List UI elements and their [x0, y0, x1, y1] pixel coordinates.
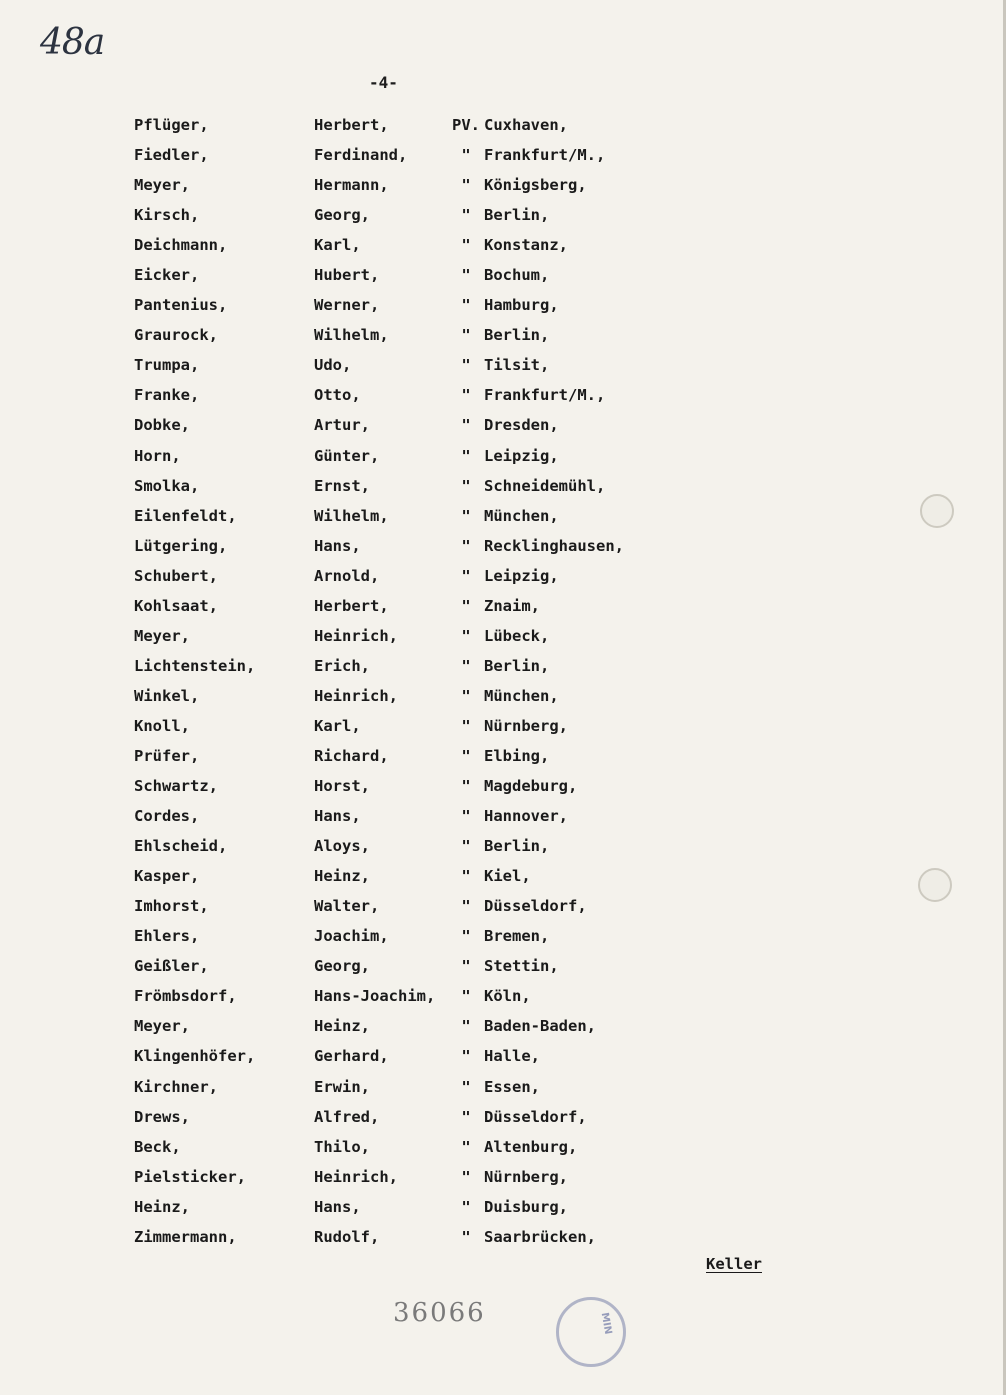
roster-surname: Kirsch,	[134, 206, 200, 225]
signature: Keller	[706, 1255, 762, 1273]
roster-rank-mark: "	[461, 746, 471, 765]
roster-city: Düsseldorf,	[484, 1107, 587, 1126]
roster-rank-mark: "	[461, 807, 471, 826]
roster-surname: Pflüger,	[134, 116, 209, 134]
roster-surname: Ehlscheid,	[134, 837, 228, 856]
roster-city: Düsseldorf,	[484, 897, 587, 916]
roster-given-name: Hermann,	[314, 176, 389, 195]
roster-surname: Eicker,	[134, 266, 200, 285]
roster-surname: Kohlsaat,	[134, 596, 218, 615]
roster-rank-mark: "	[461, 837, 471, 856]
roster-given-name: Walter,	[314, 897, 380, 916]
roster-given-name: Georg,	[314, 206, 370, 225]
roster-rank-mark: "	[461, 356, 471, 375]
roster-given-name: Hans,	[314, 807, 361, 826]
roster-surname: Kirchner,	[134, 1077, 218, 1096]
roster-rank-mark: "	[461, 656, 471, 675]
roster-given-name: Ferdinand,	[314, 146, 408, 165]
roster-rank-mark: "	[461, 686, 471, 705]
page-number: -4-	[369, 73, 398, 92]
roster-given-name: Hubert,	[314, 266, 380, 285]
roster-rank-mark: "	[461, 326, 471, 345]
roster-rank-mark: "	[461, 1227, 471, 1246]
roster-surname: Knoll,	[134, 716, 190, 735]
roster-given-name: Wilhelm,	[314, 326, 389, 345]
roster-rank-mark: "	[461, 266, 471, 285]
roster-rank-mark: "	[461, 536, 471, 555]
roster-surname: Lichtenstein,	[134, 656, 256, 675]
roster-rank-mark: "	[461, 626, 471, 645]
roster-given-name: Artur,	[314, 416, 370, 435]
roster-given-name: Thilo,	[314, 1137, 370, 1156]
roster-surname: Trumpa,	[134, 356, 200, 375]
roster-given-name: Erich,	[314, 656, 370, 675]
roster-surname: Pantenius,	[134, 296, 228, 315]
roster-surname: Cordes,	[134, 807, 200, 826]
roster-surname: Geißler,	[134, 957, 209, 976]
roster-city: Znaim,	[484, 596, 540, 615]
roster-surname: Imhorst,	[134, 897, 209, 916]
roster-surname: Schwartz,	[134, 777, 218, 796]
roster-given-name: Erwin,	[314, 1077, 370, 1096]
roster-rank-mark: "	[461, 416, 471, 435]
roster-surname: Drews,	[134, 1107, 190, 1126]
roster-surname: Fiedler,	[134, 146, 209, 165]
roster-rank-mark: "	[461, 897, 471, 916]
roster-city: Leipzig,	[484, 566, 559, 585]
roster-city: Kiel,	[484, 867, 531, 886]
roster-rank-mark: "	[461, 1167, 471, 1186]
roster-rank-mark: "	[461, 476, 471, 495]
roster-city: München,	[484, 506, 559, 525]
roster-city: München,	[484, 686, 559, 705]
roster-rank-mark: "	[461, 1107, 471, 1126]
roster-city: Köln,	[484, 987, 531, 1006]
roster-rank-mark: "	[461, 777, 471, 796]
roster-city: Berlin,	[484, 326, 550, 345]
roster-city: Leipzig,	[484, 446, 559, 465]
roster-given-name: Rudolf,	[314, 1227, 380, 1246]
roster-given-name: Alfred,	[314, 1107, 380, 1126]
roster-city: Duisburg,	[484, 1197, 568, 1216]
roster-rank-mark: "	[461, 716, 471, 735]
roster-given-name: Heinz,	[314, 1017, 370, 1036]
roster-city: Berlin,	[484, 656, 550, 675]
roster-given-name: Udo,	[314, 356, 352, 375]
roster-rank-mark: "	[461, 386, 471, 405]
roster-surname: Winkel,	[134, 686, 200, 705]
roster-rank-mark: "	[461, 296, 471, 315]
roster-city: Nürnberg,	[484, 716, 568, 735]
roster-given-name: Heinrich,	[314, 686, 398, 705]
roster-surname: Kasper,	[134, 867, 200, 886]
roster-city: Berlin,	[484, 206, 550, 225]
roster-city: Konstanz,	[484, 236, 568, 255]
roster-surname: Meyer,	[134, 626, 190, 645]
roster-given-name: Hans,	[314, 536, 361, 555]
roster-rank-mark: "	[461, 506, 471, 525]
roster-rank-mark: "	[461, 927, 471, 946]
roster-given-name: Wilhelm,	[314, 506, 389, 525]
roster-given-name: Richard,	[314, 746, 389, 765]
roster-city: Saarbrücken,	[484, 1227, 596, 1246]
roster-surname: Schubert,	[134, 566, 218, 585]
archive-number: 36066	[393, 1298, 486, 1328]
roster-given-name: Heinrich,	[314, 1167, 398, 1186]
roster-given-name: Aloys,	[314, 837, 370, 856]
roster-surname: Ehlers,	[134, 927, 200, 946]
roster-rank-mark: "	[461, 957, 471, 976]
roster-city: Magdeburg,	[484, 777, 578, 796]
roster-rank-mark: "	[461, 176, 471, 195]
punch-hole	[920, 494, 954, 528]
roster-city: Frankfurt/M.,	[484, 386, 606, 405]
roster-given-name: Joachim,	[314, 927, 389, 946]
roster-city: Elbing,	[484, 746, 550, 765]
roster-surname: Smolka,	[134, 476, 200, 495]
roster-rank-mark: "	[461, 1077, 471, 1096]
roster-city: Altenburg,	[484, 1137, 578, 1156]
roster-given-name: Karl,	[314, 236, 361, 255]
roster-city: Halle,	[484, 1047, 540, 1066]
roster-city: Bochum,	[484, 266, 550, 285]
roster-city: Stettin,	[484, 957, 559, 976]
roster-surname: Heinz,	[134, 1197, 190, 1216]
roster-surname: Deichmann,	[134, 236, 228, 255]
roster-given-name: Hans-Joachim,	[314, 987, 436, 1006]
roster-given-name: Arnold,	[314, 566, 380, 585]
roster-given-name: Heinz,	[314, 867, 370, 886]
roster-city: Hamburg,	[484, 296, 559, 315]
roster-given-name: Karl,	[314, 716, 361, 735]
roster-rank-mark: "	[461, 566, 471, 585]
roster-city: Schneidemühl,	[484, 476, 606, 495]
roster-city: Baden-Baden,	[484, 1017, 596, 1036]
roster-rank-mark: "	[461, 867, 471, 886]
roster-rank-mark: "	[461, 206, 471, 225]
roster-rank-mark: "	[461, 1197, 471, 1216]
roster-city: Hannover,	[484, 807, 568, 826]
roster-given-name: Hans,	[314, 1197, 361, 1216]
roster-surname: Eilenfeldt,	[134, 506, 237, 525]
roster-rank-mark: "	[461, 446, 471, 465]
roster-surname: Klingenhöfer,	[134, 1047, 256, 1066]
roster-city: Nürnberg,	[484, 1167, 568, 1186]
roster-city: Berlin,	[484, 837, 550, 856]
roster-surname: Dobke,	[134, 416, 190, 435]
punch-hole	[918, 868, 952, 902]
roster-given-name: Horst,	[314, 777, 370, 796]
handwritten-page-note: 48a	[40, 22, 105, 63]
roster-city: Dresden,	[484, 416, 559, 435]
roster-rank-mark: PV.	[452, 116, 480, 134]
roster-city: Cuxhaven,	[484, 116, 568, 134]
roster-city: Lübeck,	[484, 626, 550, 645]
roster-given-name: Werner,	[314, 296, 380, 315]
roster-rank-mark: "	[461, 1017, 471, 1036]
roster-given-name: Otto,	[314, 386, 361, 405]
roster-city: Königsberg,	[484, 176, 587, 195]
roster-surname: Franke,	[134, 386, 200, 405]
stamp-text: MIN	[598, 1311, 614, 1336]
roster-given-name: Gerhard,	[314, 1047, 389, 1066]
roster-rank-mark: "	[461, 987, 471, 1006]
roster-given-name: Herbert,	[314, 596, 389, 615]
roster-given-name: Günter,	[314, 446, 380, 465]
roster-given-name: Georg,	[314, 957, 370, 976]
roster-rank-mark: "	[461, 1137, 471, 1156]
archive-stamp	[556, 1297, 626, 1367]
roster-surname: Zimmermann,	[134, 1227, 237, 1246]
roster-given-name: Herbert,	[314, 116, 389, 134]
roster-surname: Pielsticker,	[134, 1167, 246, 1186]
roster-surname: Frömbsdorf,	[134, 987, 237, 1006]
roster-rank-mark: "	[461, 1047, 471, 1066]
roster-surname: Beck,	[134, 1137, 181, 1156]
roster-given-name: Ernst,	[314, 476, 370, 495]
roster-city: Frankfurt/M.,	[484, 146, 606, 165]
roster-rank-mark: "	[461, 236, 471, 255]
roster-surname: Meyer,	[134, 1017, 190, 1036]
roster-city: Tilsit,	[484, 356, 550, 375]
roster-rank-mark: "	[461, 146, 471, 165]
roster-city: Essen,	[484, 1077, 540, 1096]
roster-surname: Horn,	[134, 446, 181, 465]
roster-city: Recklinghausen,	[484, 536, 624, 555]
roster-surname: Prüfer,	[134, 746, 200, 765]
roster-given-name: Heinrich,	[314, 626, 398, 645]
roster-surname: Graurock,	[134, 326, 218, 345]
roster-surname: Meyer,	[134, 176, 190, 195]
roster-rank-mark: "	[461, 596, 471, 615]
roster-city: Bremen,	[484, 927, 550, 946]
roster-surname: Lütgering,	[134, 536, 228, 555]
